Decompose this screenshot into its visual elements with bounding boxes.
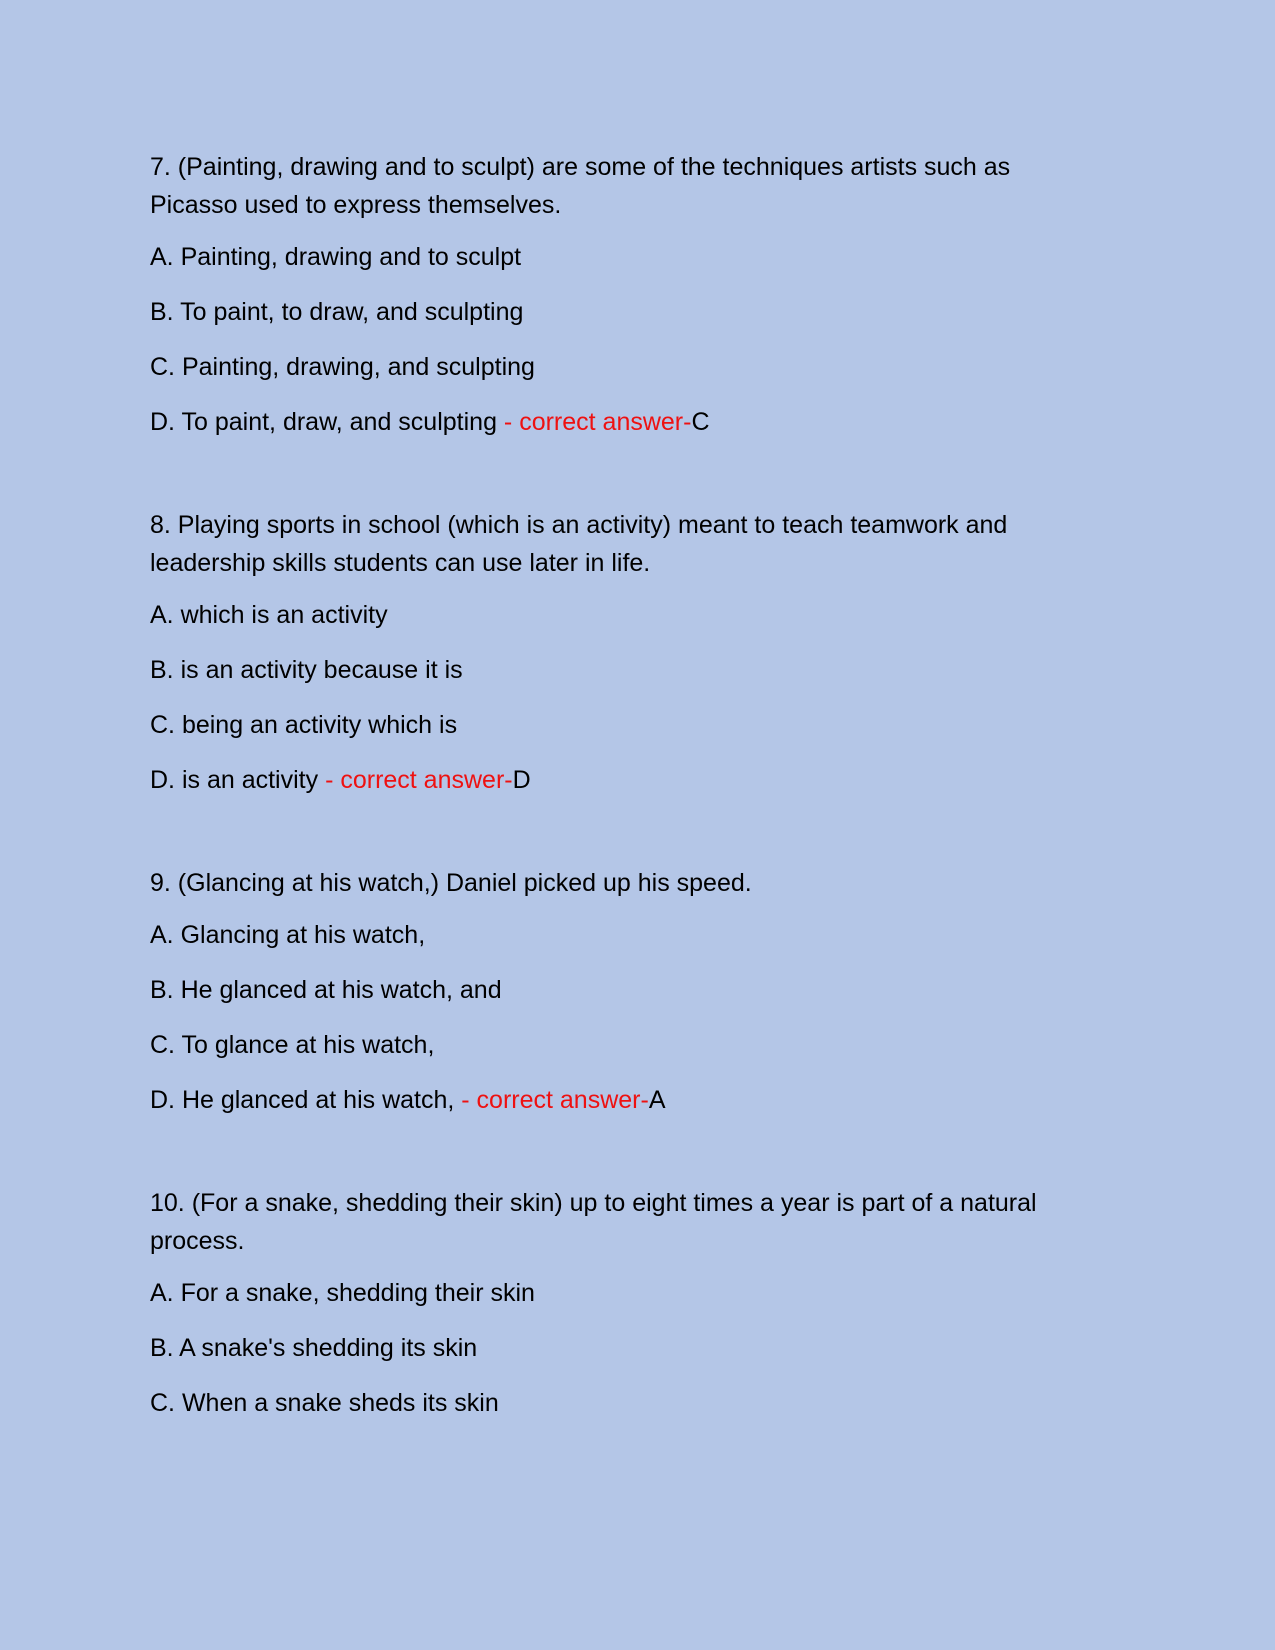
option-b: B. He glanced at his watch, and — [150, 976, 502, 1004]
correct-answer-letter: D — [512, 766, 531, 794]
quiz-content — [150, 148, 1100, 1439]
question-spacer — [150, 1136, 1100, 1184]
option-c: C. being an activity which is — [150, 711, 458, 739]
option-a: A. Glancing at his watch, — [150, 921, 426, 949]
option-d — [150, 403, 1100, 441]
question-text: 8. Playing sports in school (which is an activity) meant to teach teamwork and leadership skills students can use later in life. — [150, 511, 1008, 577]
question-text: 10. (For a snake, shedding their skin) up to eight times a year is part of a natural process. — [150, 1189, 1037, 1255]
question-spacer — [150, 816, 1100, 864]
option-b: B. A snake's shedding its skin — [150, 1334, 478, 1362]
option-d — [150, 761, 1100, 799]
question-7 — [150, 148, 1100, 441]
option-c: C. To glance at his watch, — [150, 1031, 435, 1059]
option-c: C. When a snake sheds its skin — [150, 1389, 499, 1417]
option-d-text: D. He glanced at his watch, — [150, 1086, 462, 1114]
correct-answer-letter: A — [648, 1086, 666, 1114]
option-b: B. To paint, to draw, and sculpting — [150, 298, 524, 326]
correct-answer-marker: - correct answer- — [503, 408, 692, 436]
question-spacer — [150, 458, 1100, 506]
option-a: A. For a snake, shedding their skin — [150, 1279, 535, 1307]
option-a: A. which is an activity — [150, 601, 388, 629]
option-d-text: D. To paint, draw, and sculpting — [150, 408, 504, 436]
option-a: A. Painting, drawing and to sculpt — [150, 243, 522, 271]
question-text: 9. (Glancing at his watch,) Daniel picked up his speed. — [150, 869, 752, 897]
option-c: C. Painting, drawing, and sculpting — [150, 353, 535, 381]
option-d-text: D. is an activity — [150, 766, 326, 794]
correct-answer-marker: - correct answer- — [461, 1086, 649, 1114]
correct-answer-marker: - correct answer- — [325, 766, 513, 794]
question-text: 7. (Painting, drawing and to sculpt) are some of the techniques artists such as Picasso used to express themselves. — [150, 153, 1011, 219]
correct-answer-letter: C — [691, 408, 710, 436]
question-9 — [150, 864, 1100, 1119]
option-b: B. is an activity because it is — [150, 656, 463, 684]
option-d — [150, 1081, 1100, 1119]
question-8 — [150, 506, 1100, 799]
question-10 — [150, 1184, 1100, 1422]
